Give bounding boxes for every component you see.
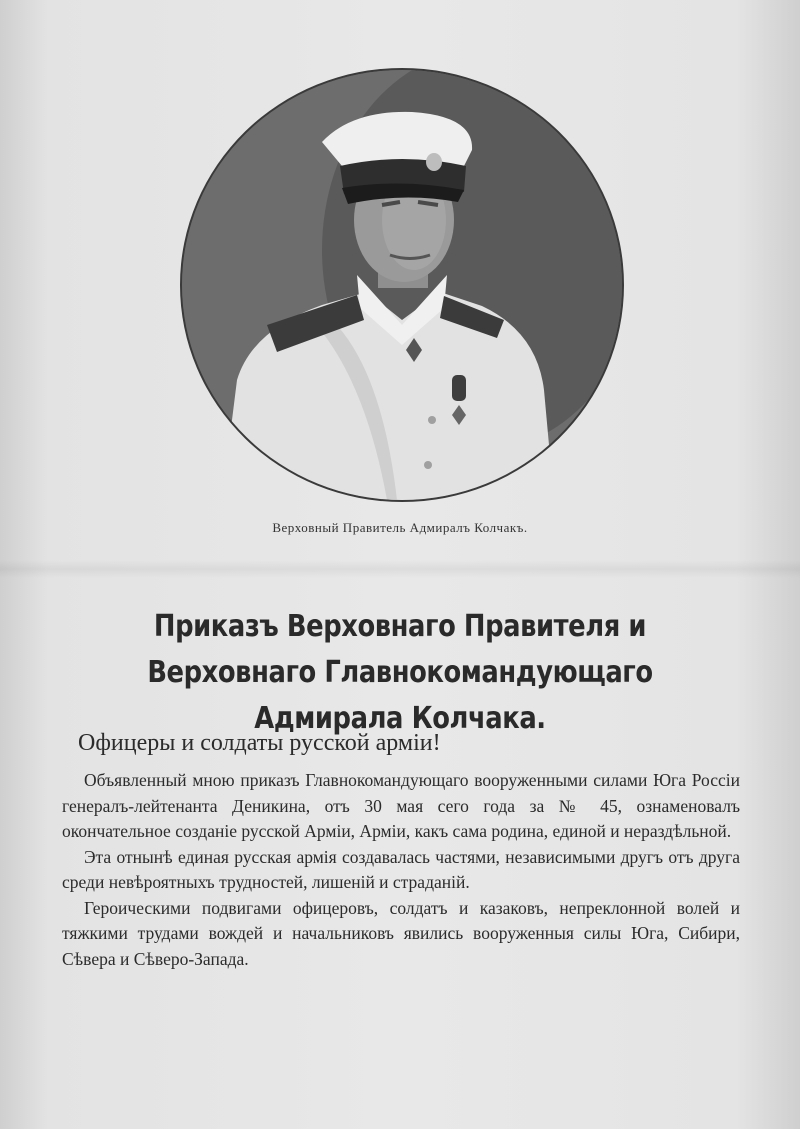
body-paragraph: Эта отнынѣ единая русская армiя создавалась частями, независимыми другъ отъ друга среди невѣроятныхъ трудностей, лишенiй и страданiй. <box>62 846 740 892</box>
portrait-caption: Верховный Правитель Адмиралъ Колчакъ. <box>272 520 528 535</box>
order-body-text <box>62 768 740 972</box>
admiral-portrait-photo <box>180 68 624 502</box>
order-greeting: Офицеры и солдаты русской армiи! <box>78 730 441 756</box>
paper-fold <box>0 560 800 578</box>
body-paragraph: Героическими подвигами офицеровъ, солдатъ и казаковъ, непреклонной волей и тяжкими трудами вождей и начальниковъ явились вооруженныя силы Юга, Сибири, Сѣвера и Сѣверо-Запада. <box>62 897 740 969</box>
body-paragraph: Объявленный мною приказъ Главнокомандующаго вооруженными силами Юга Россiи генералъ-лейтенанта Деникина, отъ 30 мая сего года за № 45, ознаменовалъ окончательное созданiе русской Армiи, Армiи, какъ сама родина, единой и нераздѣльной. <box>62 770 740 841</box>
order-title: Приказъ Верховнаго Правителя и Верховнаго Главнокомандующаго Адмирала Колчака. <box>147 609 653 736</box>
